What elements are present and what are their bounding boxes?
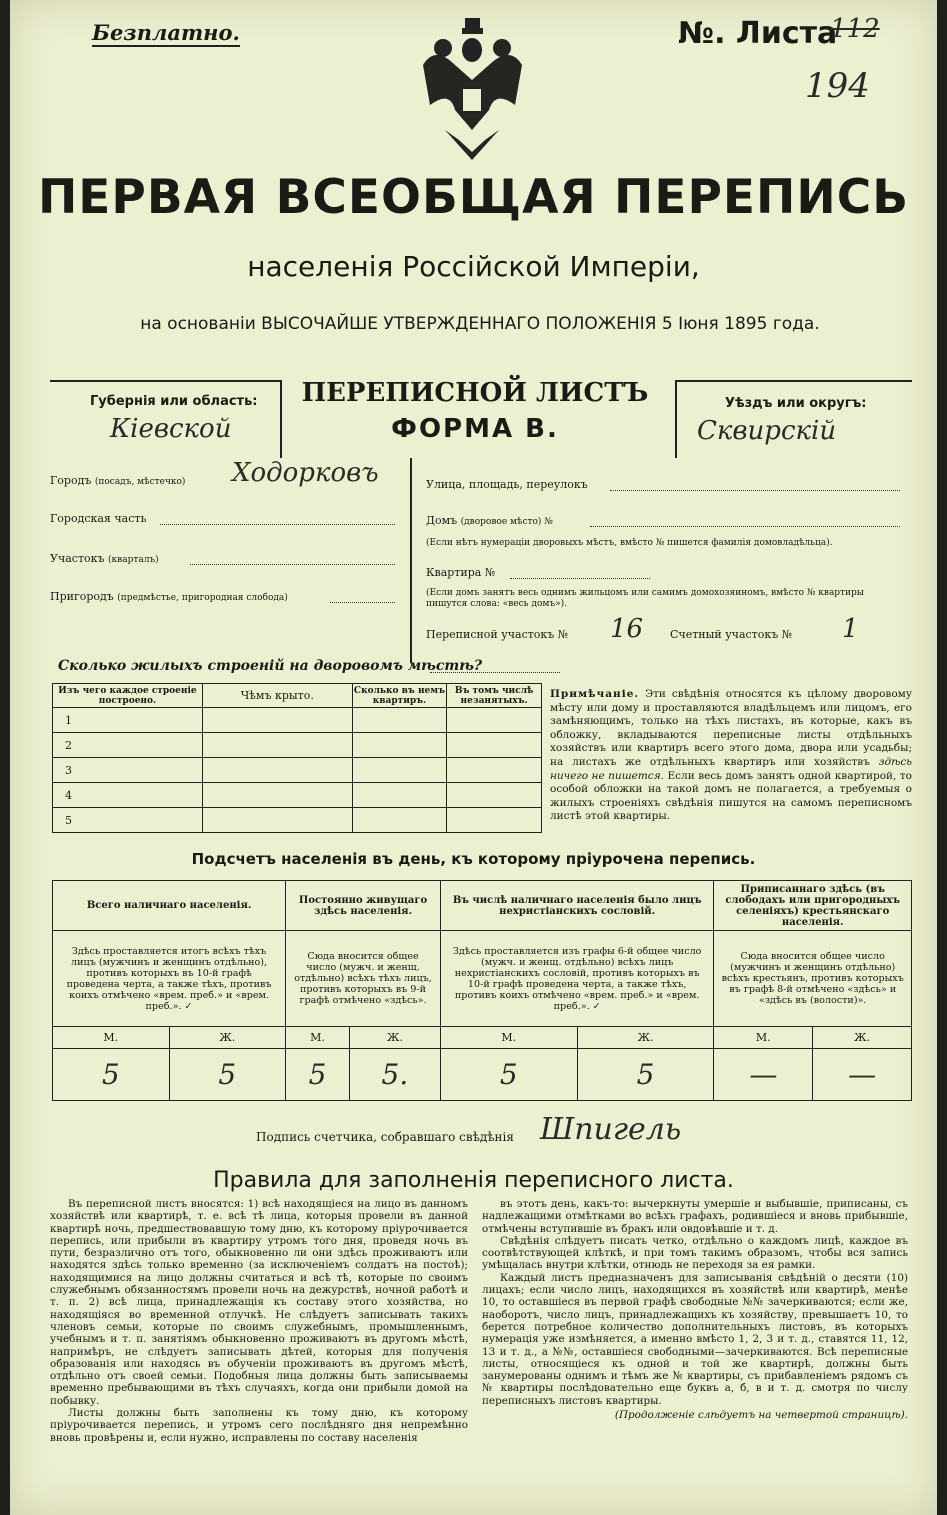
sheet-number-crossed: 112 bbox=[830, 14, 880, 44]
col-vacant: Въ томъ числѣ незанятыхъ. bbox=[447, 684, 542, 708]
row-number: 5 bbox=[53, 808, 203, 833]
pop-head-total: Всего наличнаго населенія. bbox=[53, 881, 286, 931]
rules-paragraph: въ этотъ день, какъ-то: вычеркнуты умершіе и выбывшіе, приписаны, съ надлежащими отмѣтками во всѣхъ графахъ, родившіеся и вновь прибывшіе, отмѣчены вступившіе въ бракъ или овдовѣвшіе и т. д. bbox=[482, 1198, 908, 1235]
apartment-line bbox=[510, 578, 650, 579]
rules-paragraph: Свѣдѣнія слѣдуетъ писать четко, отдѣльно о каждомъ лицѣ, каждое въ соотвѣтствующей клѣткѣ, и при томъ такимъ образомъ, чтобы вся запись умѣщалась внутри клѣтки, отнюдь не переходя за ея рамки. bbox=[482, 1234, 908, 1272]
population-desc-row bbox=[53, 931, 912, 1027]
permanent-female-value: 5. bbox=[349, 1049, 440, 1101]
buildings-header-row bbox=[53, 684, 542, 708]
rules-right-column bbox=[482, 1198, 908, 1421]
pop-desc-permanent: Сюда вносится общее число (мужч. и женщ. отдѣльно) всѣхъ тѣхъ лицъ, противъ которыхъ въ 9-й графѣ отмѣчено «здѣсь». bbox=[286, 931, 441, 1027]
buildings-row bbox=[53, 808, 542, 833]
suburb-hint: (предмѣстье, пригородная слобода) bbox=[117, 593, 288, 603]
suburb-row bbox=[50, 590, 288, 603]
rules-continued: (Продолженіе слѣдуетъ на четвертой страницѣ). bbox=[614, 1409, 908, 1422]
male-label: М. bbox=[53, 1027, 170, 1049]
census-plot-value: 16 bbox=[610, 614, 644, 644]
female-label: Ж. bbox=[577, 1027, 714, 1049]
city-label: Городъ bbox=[50, 474, 92, 487]
house-label: Домъ bbox=[426, 514, 458, 527]
permanent-male-value: 5 bbox=[286, 1049, 350, 1101]
buildings-row bbox=[53, 783, 542, 808]
row-number: 1 bbox=[53, 708, 203, 733]
population-head-row bbox=[53, 881, 912, 931]
rules-left-column bbox=[50, 1198, 468, 1444]
rules-title: Правила для заполненія переписного листа. bbox=[213, 1168, 734, 1193]
total-male-value: 5 bbox=[53, 1049, 170, 1101]
census-plot-label: Переписной участокъ № bbox=[426, 628, 569, 641]
apartment-label: Квартира № bbox=[426, 566, 496, 579]
census-subtitle: населенія Россійской Имперіи, bbox=[247, 250, 700, 283]
census-title: ПЕРВАЯ ВСЕОБЩАЯ ПЕРЕПИСЬ bbox=[37, 170, 910, 225]
house-note: (Если нѣтъ нумераціи дворовыхъ мѣстъ, вмѣсто № пишется фамилія домовладѣльца). bbox=[426, 538, 833, 548]
ward-row bbox=[50, 552, 159, 565]
form-name: ФОРМА В. bbox=[391, 414, 559, 444]
ward-label: Участокъ bbox=[50, 552, 105, 565]
nonchristian-male-value: 5 bbox=[440, 1049, 577, 1101]
city-value: Ходорковъ bbox=[232, 458, 379, 488]
uezd-label: Уѣздъ или округъ: bbox=[725, 396, 867, 411]
suburb-label: Пригородъ bbox=[50, 590, 114, 603]
female-label: Ж. bbox=[813, 1027, 912, 1049]
population-sex-row bbox=[53, 1027, 912, 1049]
pop-desc-total: Здѣсь проставляется итогъ всѣхъ тѣхъ лицъ (мужчинъ и женщинъ отдѣльно), противъ которыхъ въ 10-й графѣ проведена черта, а также тѣхъ, противъ коихъ отмѣчено «врем. преб.» и «врем. преб.». ✓ bbox=[53, 931, 286, 1027]
male-label: М. bbox=[714, 1027, 813, 1049]
city-hint: (посадъ, мѣстечко) bbox=[94, 477, 186, 487]
uezd-box bbox=[675, 380, 912, 458]
suburb-line bbox=[330, 602, 395, 603]
street-label: Улица, площадь, переулокъ bbox=[426, 478, 588, 491]
street-line bbox=[610, 490, 900, 491]
male-label: М. bbox=[440, 1027, 577, 1049]
ward-hint: (кварталъ) bbox=[108, 555, 159, 565]
total-female-value: 5 bbox=[169, 1049, 286, 1101]
ward-line bbox=[190, 564, 395, 565]
census-basis: на основаніи ВЫСОЧАЙШЕ УТВЕРЖДЕННАГО ПОЛОЖЕНІЯ 5 Іюня 1895 года. bbox=[140, 314, 820, 334]
rules-paragraph: Листы должны быть заполнены къ тому дню, къ которому пріурочивается перепись, и утромъ сего послѣдняго дня непремѣнно вновь провѣрены и, если нужно, исправлены по составу населенія bbox=[50, 1407, 468, 1444]
free-label: Безплатно. bbox=[92, 20, 240, 45]
house-row bbox=[426, 514, 553, 527]
peasants-female-value: — bbox=[813, 1049, 912, 1101]
district-label: Городская часть bbox=[50, 512, 147, 525]
sheet-number-handwritten: 194 bbox=[805, 66, 870, 106]
buildings-question: Сколько жилыхъ строеній на дворовомъ мѣстѣ? bbox=[58, 658, 483, 674]
pop-head-peasants: Приписаннаго здѣсь (въ слободахъ или пригородныхъ селеніяхъ) крестьянскаго населенія. bbox=[714, 881, 912, 931]
note-block bbox=[550, 688, 912, 824]
buildings-row bbox=[53, 708, 542, 733]
population-table bbox=[52, 880, 912, 1101]
sheet-title: ПЕРЕПИСНОЙ ЛИСТЪ bbox=[301, 378, 649, 408]
peasants-male-value: — bbox=[714, 1049, 813, 1101]
pop-desc-nonchristian: Здѣсь проставляется изъ графы 6-й общее число (мужч. и женщ. отдѣльно) всѣхъ лицъ нехристіанскихъ сословій, противъ которыхъ въ 10-й графѣ проведена черта, а также тѣхъ, противъ коихъ отмѣчено «врем. преб.» и «врем. преб.». ✓ bbox=[440, 931, 714, 1027]
pop-head-permanent: Постоянно живущаго здѣсь населенія. bbox=[286, 881, 441, 931]
col-material: Изъ чего каждое строеніе построено. bbox=[53, 684, 203, 708]
signature-value: Шпигель bbox=[540, 1112, 682, 1147]
count-plot-value: 1 bbox=[842, 614, 859, 644]
population-title: Подсчетъ населенія въ день, къ которому пріурочена перепись. bbox=[191, 850, 756, 868]
note-label: Примѣчаніе. bbox=[550, 688, 640, 700]
col-roof: Чѣмъ крыто. bbox=[202, 684, 352, 708]
female-label: Ж. bbox=[349, 1027, 440, 1049]
house-line bbox=[590, 526, 900, 527]
double-headed-eagle-emblem-icon bbox=[415, 10, 530, 170]
row-number: 2 bbox=[53, 733, 203, 758]
district-line bbox=[160, 524, 395, 525]
pop-desc-peasants: Сюда вносится общее число (мужчинъ и женщинъ отдѣльно) всѣхъ крестьянъ, противъ которыхъ въ графѣ 8-й отмѣчено «здѣсь» и «здѣсь въ (волости)». bbox=[714, 931, 912, 1027]
uezd-value: Сквирскій bbox=[697, 416, 837, 446]
pop-head-nonchristian: Въ числѣ наличнаго населенія было лицъ нехристіанскихъ сословій. bbox=[440, 881, 714, 931]
count-plot-label: Счетный участокъ № bbox=[670, 628, 793, 641]
gubernia-box bbox=[50, 380, 282, 458]
census-form-page bbox=[10, 0, 937, 1515]
note-text-b: Если весь домъ занятъ одной квартирой, то особой обложки на такой домъ не полагается, а требуемыя о жилыхъ строеніяхъ свѣдѣнія пишутся на самомъ переписномъ листѣ этой квартиры. bbox=[550, 769, 912, 823]
female-label: Ж. bbox=[169, 1027, 286, 1049]
buildings-line bbox=[430, 672, 560, 673]
apartment-note: (Если домъ занятъ весь однимъ жильцомъ или самимъ домохозяиномъ, вмѣсто № квартиры пишутся слова: «весь домъ»). bbox=[426, 588, 864, 609]
house-hint: (дворовое мѣсто) № bbox=[460, 517, 553, 527]
sheet-number-label: №. Листа bbox=[678, 16, 838, 51]
gubernia-label: Губернія или область: bbox=[90, 394, 258, 409]
population-values-row bbox=[53, 1049, 912, 1101]
gubernia-value: Кіевской bbox=[110, 414, 232, 444]
male-label: М. bbox=[286, 1027, 350, 1049]
signature-label: Подпись счетчика, собравшаго свѣдѣнія bbox=[256, 1130, 514, 1144]
note-text-italic: здѣсь ничего не пишется. bbox=[550, 755, 913, 782]
buildings-row bbox=[53, 758, 542, 783]
row-number: 4 bbox=[53, 783, 203, 808]
row-number: 3 bbox=[53, 758, 203, 783]
rules-paragraph: Каждый листъ предназначенъ для записыванія свѣдѣній о десяти (10) лицахъ; если число лицъ, находящихся въ хозяйствѣ или квартирѣ, менѣе 10, то оставшіеся въ первой графѣ свободные №№ зачеркиваются; если же, наоборотъ, число лицъ, принадлежащихъ къ хозяйству, превышаетъ 10, то берется потребное количество дополнительныхъ листовъ, въ которыхъ нумерація уже измѣняется, а именно вмѣсто 1, 2, 3 и т. д., ставятся 11, 12, 13 и т. д., а №№, оставшіеся свободными—зачеркиваются. Всѣ переписные листы, относящіеся къ одной и той же квартирѣ, должны быть занумерованы однимъ и тѣмъ же № квартиры, съ прибавленіемъ рядомъ съ № квартиры послѣдовательно еще буквъ а, б, в и т. д. смотря по числу переписныхъ листовъ квартиры. bbox=[482, 1271, 908, 1407]
col-apartments: Сколько въ немъ квартиръ. bbox=[353, 685, 446, 706]
city-row bbox=[50, 474, 185, 487]
nonchristian-female-value: 5 bbox=[577, 1049, 714, 1101]
note-text-a: Эти свѣдѣнія относятся къ цѣлому дворовому мѣсту или дому и проставляются владѣльцемъ или лицомъ, его замѣняющимъ, только на тѣхъ листахъ, въ которые, какъ въ обложку, вкладываются переписные листы отдѣльныхъ хозяйствъ или квартиръ всего этого дома, двора или усадьбы; на листахъ же отдѣльныхъ квартиръ или хозяйствъ bbox=[550, 688, 912, 768]
buildings-table bbox=[52, 683, 542, 833]
buildings-row bbox=[53, 733, 542, 758]
rules-paragraph: Въ переписной листъ вносятся: 1) всѣ находящіеся на лицо въ данномъ хозяйствѣ или квартирѣ, т. е. всѣ тѣ лица, которыя провели въ данной квартирѣ ночь, предшествовавшую тому дню, къ которому пріурочивается перепись, или прибыли въ квартиру утромъ того дня, проведя ночь въ пути, безразлично отъ того, обыкновенно ли они здѣсь проживаютъ или находятся здѣсь только временно (за исключеніемъ солдатъ на постоѣ); находящимися на лицо должны считаться и всѣ тѣ, которые по своимъ служебнымъ обязанностямъ провели ночь на дежурствѣ, ночной работѣ и т. п. 2) всѣ лица, принадлежащія къ составу этого хозяйства, но находящіяся во временной отлучкѣ. Не слѣдуетъ записывать такихъ членовъ семьи, которые по своимъ служебнымъ, промышленнымъ, учебнымъ и т. п. занятіямъ обыкновенно проживаютъ въ другомъ мѣстѣ, напримѣръ, не слѣдуетъ записывать дѣтей, которыя для полученія образованія или находясь въ обученіи проживаютъ въ другомъ мѣстѣ, отдѣльно отъ своей семьи. Подобныя лица должны быть записываемы временно пребывающими въ тѣхъ случаяхъ, когда они прибыли домой на побывку. bbox=[50, 1198, 468, 1407]
